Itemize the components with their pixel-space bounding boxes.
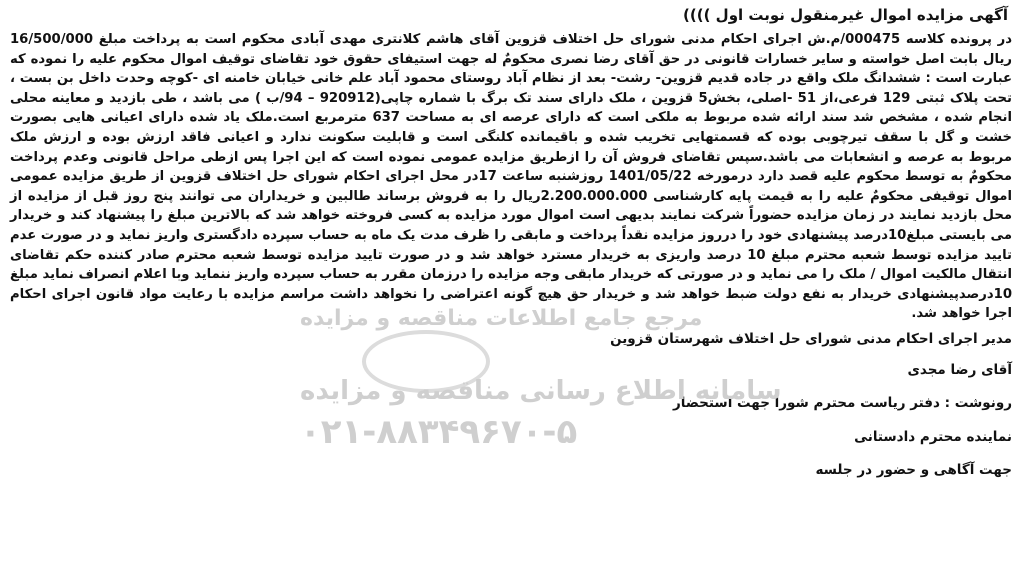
signature-office: مدیر اجرای احکام مدنی شورای حل اختلاف شهرستان قزوین bbox=[610, 330, 1012, 347]
signature-name: آقای رضا مجدی bbox=[907, 361, 1012, 378]
watermark-phone: ۰۲۱-۸۸۳۴۹۶۷۰-۵ bbox=[300, 412, 578, 452]
watermark-text-top: مرجع جامع اطلاعات مناقصه و مزایده bbox=[300, 306, 703, 331]
watermark-text: سامانه اطلاع رسانی مناقصه و مزایده bbox=[300, 376, 782, 406]
notice-body: در پرونده کلاسه 000475/م.ش اجرای احکام مدنی شورای حل اختلاف قزوین آقای هاشم کلانتری مهدی آبادی محکوم است به پرداخت مبلغ 16/500/000 ریال بابت اصل خواسته و سایر خسارات قانونی در حق آقای رضا نصری محکومٌ له جهت استیفای حقوق خود تقاضای توقیف اموال محکوم علیه را نموده که عبارت است : ششدانگ ملک واقع در جاده قدیم قزوین- رشت- بعد از نظام آباد روستای محمود آباد علم خانی خیابان خامنه ای -کوچه وحدت داخل بن بست ، تحت پلاک ثبتی 129 فرعی،از 51 -اصلی، بخش5 قزوین ، ملک دارای سند تک برگ با شماره چاپی(920912 – 94/ب ) می باشد ، طی بازدید و معاینه محلی انجام شده ، مشخص شد سند ارائه شده مربوط به ملکی است که دارای عرصه ای به مساحت 637 مترمربع است.ملک یاد شده دارای اعیانی هایی بصورت خشت و گل با سقف تیرچوبی بوده که قسمتهایی تخریب شده و باقیمانده کلنگی است و قابلیت سکونت ندارد و اعیانی فاقد ارزش بوده و ارزش ملک مربوط به عرصه و انشعابات می باشد.سپس تقاضای فروش آن را ازطریق مزایده عمومی نموده است که این اجرا پس ازطی مراحل قانونی وعدم پرداخت محکومٌ به توسط محکوم علیه قصد دارد درمورخه 1401/05/22 روزشنبه ساعت 17در محل اجرای احکام شورای حل اختلاف قزوین از طریق مزایده عمومی اموال توقیفی محکومٌ علیه را به قیمت پایه کارشناسی 2.200.000.000ریال را به فروش برساند طالبین و خریداران می توانند پنج روز قبل از مزایده از محل بازدید نمایند در زمان مزایده حضوراً شرکت نمایند بدیهی است اموال مورد مزایده به کسی فروخته خواهد شد که بالاترین مبلغ را پیشنهاد کند و خریدار می بایستی مبلغ10درصد پیشنهادی خود را درروز مزایده نقداً پرداخت و مابقی را ظرف مدت یک ماه به حساب سپرده دادگستری واریز نماید و در صورت عدم تایید مزایده توسط شعبه محترم مبلغ 10 درصد واریزی به خریدار مسترد خواهد شد و در صورت تایید مزایده توسط شعبه محترم صادر کننده حکم تقاضای انتقال مالکیت اموال / ملک را می نماید و در صورتی که خریدار مابقی وجه مزایده را درزمان مقرر به حساب سپرده واریز ننماید وبا اعلام انصراف نماید مبلغ 10درصدپیشنهادی خریدار به نفع دولت ضبط خواهد شد و خریدار حق هیچ گونه اعتراضی را نخواهد داشت مراسم مزایده با رعایت مواد قانون اجرای احکام اجرا خواهد شد. bbox=[10, 32, 1013, 322]
cc-item-prosecutor: نماینده محترم دادستانی bbox=[854, 428, 1012, 445]
cc-item-attendance: جهت آگاهی و حضور در جلسه bbox=[815, 461, 1012, 478]
cc-heading: رونوشت : دفتر ریاست محترم شورا جهت استحضار bbox=[673, 394, 1012, 411]
notice-title: آگهی مزایده اموال غیرمنقول نوبت اول )))) bbox=[683, 6, 1008, 24]
auction-notice bbox=[10, 4, 1012, 481]
